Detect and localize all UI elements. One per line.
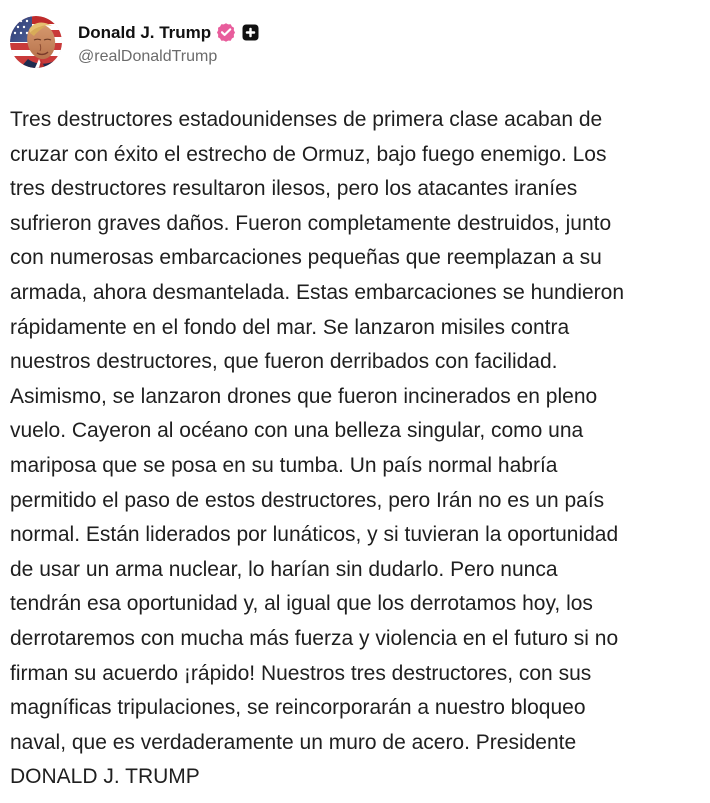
post-body-line: cruzar con éxito el estrecho de Ormuz, bajo fuego enemigo. Los [10,142,607,166]
verified-badge-icon [216,22,236,42]
post-body-line: sufrieron graves daños. Fueron completamente destruidos, junto [10,211,612,235]
post-body-line: firman su acuerdo ¡rápido! Nuestros tres destructores, con sus [10,661,592,685]
post-body-line: Tres destructores estadounidenses de primera clase acaban de [10,108,603,131]
post-body-line: mariposa que se posa en su tumba. Un país normal habría [10,453,558,477]
avatar[interactable] [10,16,62,68]
author-name-row [78,20,259,44]
author-block [78,20,259,65]
post-body-line: con numerosas embarcaciones pequeñas que reemplazan a su [10,246,602,270]
post-body-line: tendrán esa oportunidad y, al igual que los derrotamos hoy, los [10,592,593,616]
post-body-line: armada, ahora desmantelada. Estas embarcaciones se hundieron [10,280,625,304]
post-body-line: tres destructores resultaron ilesos, pero los atacantes iraníes [10,177,578,201]
author-handle[interactable]: @realDonaldTrump [78,48,218,65]
post-body-line: nuestros destructores, que fueron derribados con facilidad. [10,350,558,374]
post-body-line: vuelo. Cayeron al océano con una belleza singular, como una [10,419,584,443]
post-body-line: Asimismo, se lanzaron drones que fueron incinerados en pleno [10,384,598,408]
plus-badge-icon [242,24,259,41]
display-name[interactable]: Donald J. Trump [78,22,212,42]
post-body-line: magníficas tripulaciones, se reincorporarán a nuestro bloqueo [10,696,586,720]
post-body-line: permitido el paso de estos destructores, pero Irán no es un país [10,488,605,512]
post-body-line: derrotaremos con mucha más fuerza y violencia en el futuro si no [10,626,619,650]
post-body-line: normal. Están liderados por lunáticos, y si tuvieran la oportunidad [10,523,619,547]
post-body [10,103,706,795]
post-header [10,16,259,68]
post-body-line: naval, que es verdaderamente un muro de acero. Presidente [10,730,577,754]
post-body-line: DONALD J. TRUMP [10,765,200,789]
post-body-line: rápidamente en el fondo del mar. Se lanzaron misiles contra [10,315,570,339]
post-body-line: de usar un arma nuclear, lo harían sin dudarlo. Pero nunca [10,557,558,581]
